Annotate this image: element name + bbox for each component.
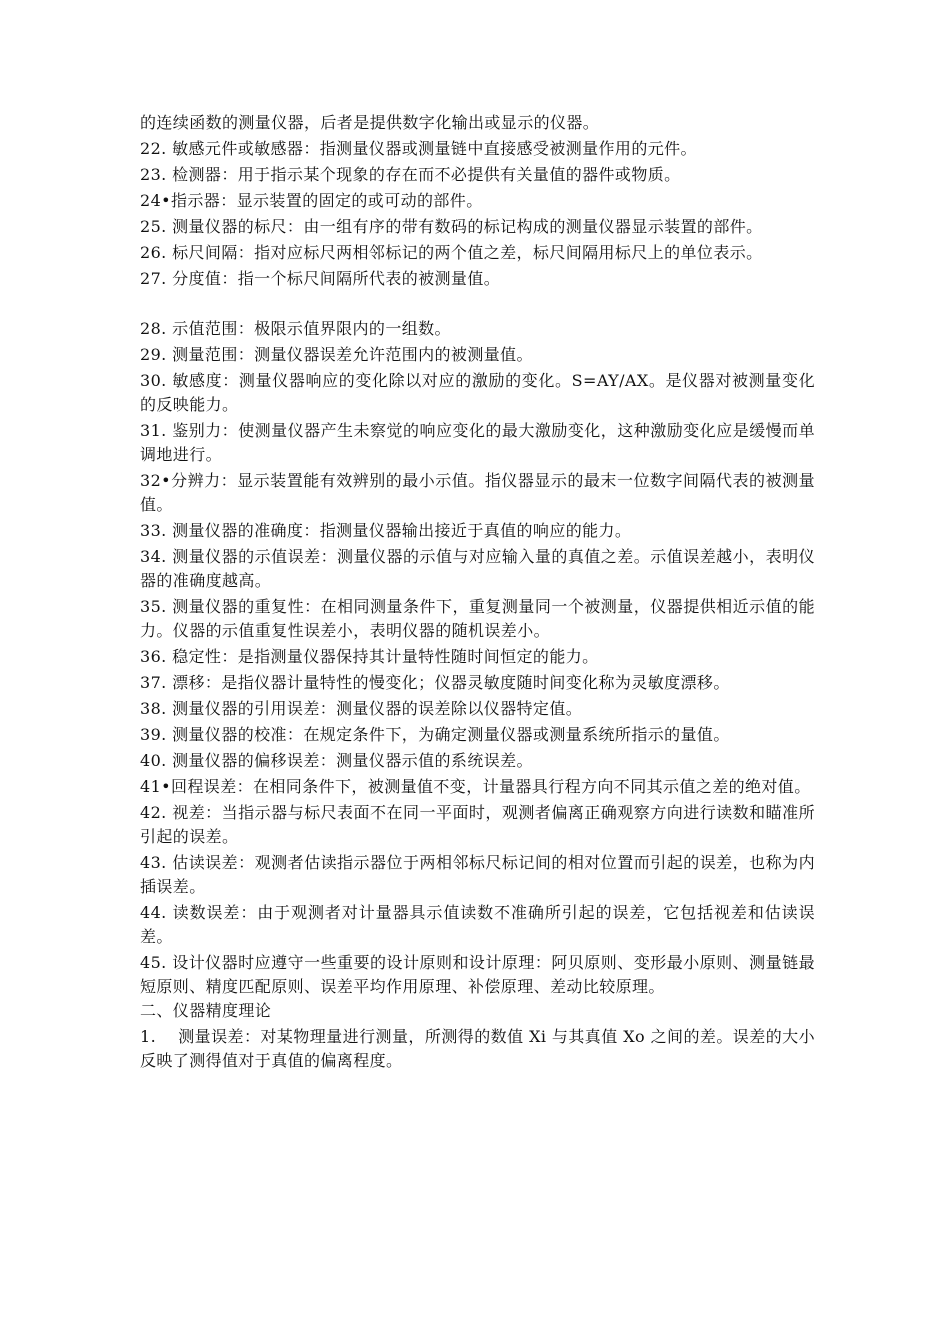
paragraph-item-22: 22. 敏感元件或敏感器：指测量仪器或测量链中直接感受被测量作用的元件。 — [140, 139, 697, 158]
paragraph-item-24: 24•指示器：显示装置的固定的或可动的部件。 — [140, 191, 483, 210]
paragraph-item-43: 43. 估读误差：观测者估读指示器位于两相邻标尺标记间的相对位置而引起的误差，也称为内插误差。 — [140, 853, 815, 896]
paragraph-continuation: 的连续函数的测量仪器，后者是提供数字化输出或显示的仪器。 — [140, 113, 600, 132]
paragraph-item-28: 28. 示值范围：极限示值界限内的一组数。 — [140, 319, 451, 338]
paragraph-item-27: 27. 分度值：指一个标尺间隔所代表的被测量值。 — [140, 269, 501, 288]
paragraph-item-44: 44. 读数误差：由于观测者对计量器具示值读数不准确所引起的误差，它包括视差和估读误差。 — [140, 903, 815, 946]
paragraph-item-30: 30. 敏感度：测量仪器响应的变化除以对应的激励的变化。S=AY/AX。是仪器对被测量变化的反映能力。 — [140, 371, 815, 414]
paragraph-item-39: 39. 测量仪器的校准：在规定条件下，为确定测量仪器或测量系统所指示的量值。 — [140, 725, 730, 744]
paragraph-item-26: 26. 标尺间隔：指对应标尺两相邻标记的两个值之差，标尺间隔用标尺上的单位表示。 — [140, 243, 763, 262]
paragraph-item-35: 35. 测量仪器的重复性：在相同测量条件下，重复测量同一个被测量，仪器提供相近示值的能力。仪器的示值重复性误差小，表明仪器的随机误差小。 — [140, 597, 815, 640]
paragraph-item-38: 38. 测量仪器的引用误差：测量仪器的误差除以仪器特定值。 — [140, 699, 583, 718]
paragraph-item-40: 40. 测量仪器的偏移误差：测量仪器示值的系统误差。 — [140, 751, 533, 770]
paragraph-item-36: 36. 稳定性：是指测量仪器保持其计量特性随时间恒定的能力。 — [140, 647, 599, 666]
paragraph-item-42: 42. 视差：当指示器与标尺表面不在同一平面时，观测者偏离正确观察方向进行读数和瞄准所引起的误差。 — [140, 803, 815, 846]
paragraph-item-33: 33. 测量仪器的准确度：指测量仪器输出接近于真值的响应的能力。 — [140, 521, 632, 540]
paragraph-item-31: 31. 鉴别力：使测量仪器产生未察觉的响应变化的最大激励变化，这种激励变化应是缓慢而单调地进行。 — [140, 421, 815, 464]
paragraph-item-34: 34. 测量仪器的示值误差：测量仪器的示值与对应输入量的真值之差。示值误差越小，表明仪器的准确度越高。 — [140, 547, 815, 590]
paragraph-item-37: 37. 漂移：是指仪器计量特性的慢变化；仪器灵敏度随时间变化称为灵敏度漂移。 — [140, 673, 730, 692]
paragraph-item-29: 29. 测量范围：测量仪器误差允许范围内的被测量值。 — [140, 345, 533, 364]
paragraph-section2-item-1: 1. 测量误差：对某物理量进行测量，所测得的数值 Xi 与其真值 Xo 之间的差。误差的大小反映了测得值对于真值的偏离程度。 — [140, 1027, 815, 1070]
document-body — [140, 111, 815, 1073]
paragraph-item-41: 41•回程误差：在相同条件下，被测量值不变，计量器具行程方向不同其示值之差的绝对值。 — [140, 777, 811, 796]
section-heading: 二、仪器精度理论 — [140, 1001, 272, 1020]
paragraph-item-45: 45. 设计仪器时应遵守一些重要的设计原则和设计原理：阿贝原则、变形最小原则、测量链最短原则、精度匹配原则、误差平均作用原理、补偿原理、差动比较原理。 — [140, 953, 815, 996]
paragraph-item-23: 23. 检测器：用于指示某个现象的存在而不必提供有关量值的器件或物质。 — [140, 165, 681, 184]
paragraph-item-25: 25. 测量仪器的标尺：由一组有序的带有数码的标记构成的测量仪器显示装置的部件。 — [140, 217, 763, 236]
paragraph-item-32: 32•分辨力：显示装置能有效辨别的最小示值。指仪器显示的最末一位数字间隔代表的被测量值。 — [140, 471, 815, 514]
